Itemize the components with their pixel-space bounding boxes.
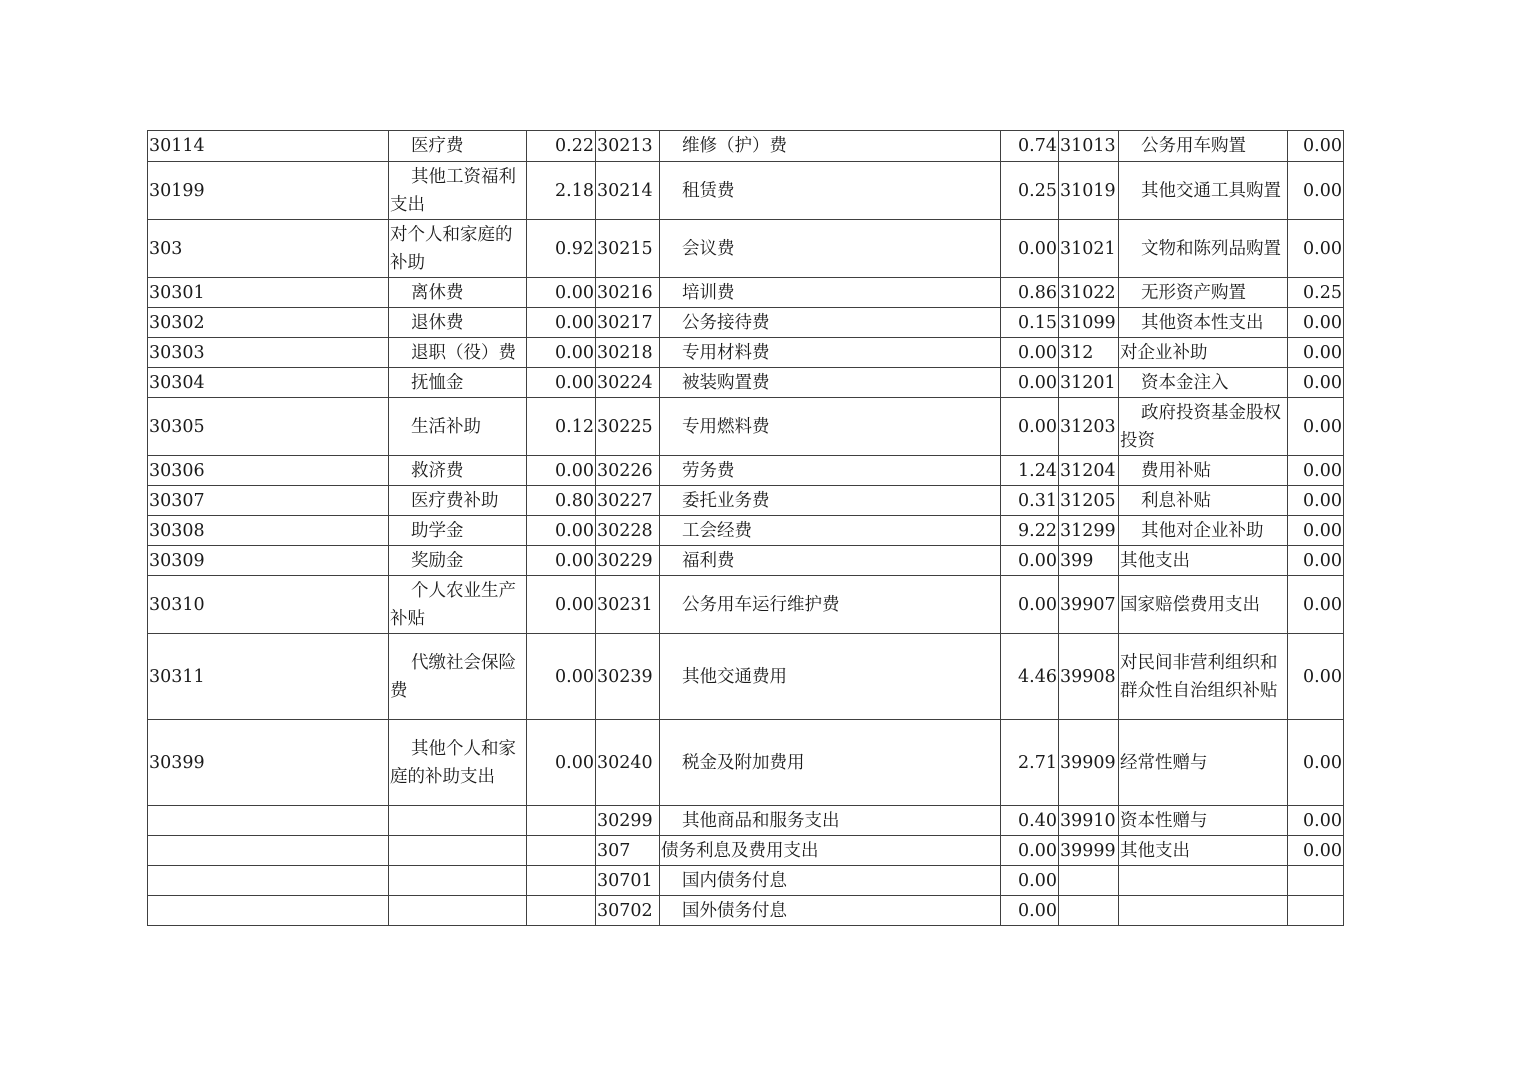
item-code-cell: 30199 bbox=[148, 162, 389, 220]
item-code-cell: 30224 bbox=[596, 368, 660, 398]
item-amount-cell bbox=[1288, 866, 1344, 896]
item-name-cell: 专用燃料费 bbox=[660, 398, 1001, 456]
item-amount-cell: 0.00 bbox=[527, 634, 596, 720]
item-code-cell bbox=[148, 836, 389, 866]
item-amount-cell: 0.00 bbox=[1288, 720, 1344, 806]
item-amount-cell: 0.00 bbox=[527, 516, 596, 546]
item-name-cell: 劳务费 bbox=[660, 456, 1001, 486]
item-code-cell: 303 bbox=[148, 220, 389, 278]
item-amount-cell: 0.00 bbox=[1288, 576, 1344, 634]
item-name-cell: 政府投资基金股权投资 bbox=[1119, 398, 1288, 456]
item-amount-cell: 0.00 bbox=[1001, 866, 1059, 896]
item-code-cell: 307 bbox=[596, 836, 660, 866]
expenditure-table-container bbox=[147, 130, 1343, 926]
item-code-cell: 31021 bbox=[1059, 220, 1119, 278]
item-code-cell: 39999 bbox=[1059, 836, 1119, 866]
item-code-cell: 30217 bbox=[596, 308, 660, 338]
table-row bbox=[148, 576, 1344, 634]
expenditure-table bbox=[147, 130, 1344, 926]
item-name-cell: 其他支出 bbox=[1119, 546, 1288, 576]
item-code-cell: 30218 bbox=[596, 338, 660, 368]
item-amount-cell: 1.24 bbox=[1001, 456, 1059, 486]
item-code-cell: 30114 bbox=[148, 131, 389, 162]
item-name-cell: 专用材料费 bbox=[660, 338, 1001, 368]
item-amount-cell: 0.00 bbox=[527, 308, 596, 338]
item-code-cell: 30311 bbox=[148, 634, 389, 720]
table-row bbox=[148, 131, 1344, 162]
item-code-cell: 31203 bbox=[1059, 398, 1119, 456]
item-code-cell: 39910 bbox=[1059, 806, 1119, 836]
item-amount-cell: 0.00 bbox=[1001, 338, 1059, 368]
item-amount-cell: 0.40 bbox=[1001, 806, 1059, 836]
item-code-cell: 30310 bbox=[148, 576, 389, 634]
item-code-cell: 30215 bbox=[596, 220, 660, 278]
item-code-cell: 30399 bbox=[148, 720, 389, 806]
item-amount-cell: 0.00 bbox=[1288, 486, 1344, 516]
item-amount-cell: 9.22 bbox=[1001, 516, 1059, 546]
item-name-cell: 经常性赠与 bbox=[1119, 720, 1288, 806]
item-name-cell: 利息补贴 bbox=[1119, 486, 1288, 516]
table-row bbox=[148, 278, 1344, 308]
item-code-cell: 30304 bbox=[148, 368, 389, 398]
item-code-cell: 30216 bbox=[596, 278, 660, 308]
item-name-cell: 代缴社会保险费 bbox=[389, 634, 527, 720]
item-amount-cell: 0.00 bbox=[1001, 398, 1059, 456]
item-name-cell: 医疗费 bbox=[389, 131, 527, 162]
item-code-cell: 30226 bbox=[596, 456, 660, 486]
item-code-cell: 312 bbox=[1059, 338, 1119, 368]
item-amount-cell: 0.00 bbox=[1288, 806, 1344, 836]
item-name-cell: 其他交通费用 bbox=[660, 634, 1001, 720]
table-row bbox=[148, 486, 1344, 516]
item-name-cell: 救济费 bbox=[389, 456, 527, 486]
item-name-cell: 资本金注入 bbox=[1119, 368, 1288, 398]
item-code-cell: 30214 bbox=[596, 162, 660, 220]
item-name-cell: 被装购置费 bbox=[660, 368, 1001, 398]
item-name-cell bbox=[389, 866, 527, 896]
item-amount-cell bbox=[527, 896, 596, 926]
table-row bbox=[148, 162, 1344, 220]
item-code-cell: 30301 bbox=[148, 278, 389, 308]
item-name-cell bbox=[1119, 896, 1288, 926]
item-code-cell: 30302 bbox=[148, 308, 389, 338]
item-code-cell: 39907 bbox=[1059, 576, 1119, 634]
item-amount-cell: 0.00 bbox=[527, 278, 596, 308]
item-name-cell: 工会经费 bbox=[660, 516, 1001, 546]
item-amount-cell: 0.00 bbox=[527, 338, 596, 368]
item-name-cell: 对企业补助 bbox=[1119, 338, 1288, 368]
item-amount-cell: 0.00 bbox=[1288, 162, 1344, 220]
item-name-cell: 其他交通工具购置 bbox=[1119, 162, 1288, 220]
table-row bbox=[148, 634, 1344, 720]
item-code-cell: 31019 bbox=[1059, 162, 1119, 220]
table-row bbox=[148, 398, 1344, 456]
table-row bbox=[148, 866, 1344, 896]
item-amount-cell: 0.00 bbox=[1288, 308, 1344, 338]
table-row bbox=[148, 308, 1344, 338]
item-name-cell: 助学金 bbox=[389, 516, 527, 546]
item-code-cell: 31204 bbox=[1059, 456, 1119, 486]
item-amount-cell: 0.00 bbox=[1001, 220, 1059, 278]
item-name-cell: 国外债务付息 bbox=[660, 896, 1001, 926]
item-code-cell bbox=[1059, 866, 1119, 896]
item-name-cell: 费用补贴 bbox=[1119, 456, 1288, 486]
item-amount-cell: 0.00 bbox=[1288, 398, 1344, 456]
item-code-cell: 30231 bbox=[596, 576, 660, 634]
table-row bbox=[148, 516, 1344, 546]
item-name-cell: 对民间非营利组织和群众性自治组织补贴 bbox=[1119, 634, 1288, 720]
item-name-cell: 债务利息及费用支出 bbox=[660, 836, 1001, 866]
item-code-cell: 30213 bbox=[596, 131, 660, 162]
item-name-cell: 培训费 bbox=[660, 278, 1001, 308]
item-code-cell: 30308 bbox=[148, 516, 389, 546]
table-row bbox=[148, 456, 1344, 486]
item-name-cell: 税金及附加费用 bbox=[660, 720, 1001, 806]
table-row bbox=[148, 338, 1344, 368]
item-amount-cell: 0.86 bbox=[1001, 278, 1059, 308]
item-code-cell: 31022 bbox=[1059, 278, 1119, 308]
item-name-cell: 委托业务费 bbox=[660, 486, 1001, 516]
item-amount-cell: 0.00 bbox=[1001, 576, 1059, 634]
item-name-cell: 医疗费补助 bbox=[389, 486, 527, 516]
item-code-cell bbox=[148, 806, 389, 836]
item-amount-cell bbox=[1288, 896, 1344, 926]
item-name-cell: 其他资本性支出 bbox=[1119, 308, 1288, 338]
item-amount-cell: 0.31 bbox=[1001, 486, 1059, 516]
item-name-cell: 无形资产购置 bbox=[1119, 278, 1288, 308]
table-row bbox=[148, 220, 1344, 278]
item-name-cell bbox=[1119, 866, 1288, 896]
item-code-cell: 31013 bbox=[1059, 131, 1119, 162]
item-name-cell bbox=[389, 836, 527, 866]
item-code-cell: 30309 bbox=[148, 546, 389, 576]
item-code-cell bbox=[148, 896, 389, 926]
item-code-cell: 31299 bbox=[1059, 516, 1119, 546]
item-code-cell: 30307 bbox=[148, 486, 389, 516]
item-amount-cell bbox=[527, 836, 596, 866]
item-amount-cell: 0.00 bbox=[527, 576, 596, 634]
table-row bbox=[148, 836, 1344, 866]
item-name-cell: 维修（护）费 bbox=[660, 131, 1001, 162]
item-name-cell: 生活补助 bbox=[389, 398, 527, 456]
table-row bbox=[148, 546, 1344, 576]
item-code-cell: 30225 bbox=[596, 398, 660, 456]
item-amount-cell: 0.74 bbox=[1001, 131, 1059, 162]
item-amount-cell: 0.00 bbox=[527, 546, 596, 576]
table-row bbox=[148, 720, 1344, 806]
item-code-cell: 30240 bbox=[596, 720, 660, 806]
item-name-cell: 离休费 bbox=[389, 278, 527, 308]
item-code-cell: 31205 bbox=[1059, 486, 1119, 516]
item-amount-cell: 2.18 bbox=[527, 162, 596, 220]
item-amount-cell: 0.00 bbox=[1001, 546, 1059, 576]
item-amount-cell: 0.25 bbox=[1288, 278, 1344, 308]
item-code-cell bbox=[148, 866, 389, 896]
item-amount-cell: 0.00 bbox=[1288, 634, 1344, 720]
item-code-cell: 39908 bbox=[1059, 634, 1119, 720]
item-amount-cell: 0.00 bbox=[1288, 516, 1344, 546]
item-name-cell: 其他支出 bbox=[1119, 836, 1288, 866]
item-code-cell: 31201 bbox=[1059, 368, 1119, 398]
item-name-cell bbox=[389, 806, 527, 836]
item-name-cell: 奖励金 bbox=[389, 546, 527, 576]
item-code-cell: 30239 bbox=[596, 634, 660, 720]
item-amount-cell: 0.00 bbox=[1288, 836, 1344, 866]
item-amount-cell: 0.00 bbox=[1288, 220, 1344, 278]
item-name-cell: 其他商品和服务支出 bbox=[660, 806, 1001, 836]
item-amount-cell: 0.00 bbox=[527, 720, 596, 806]
item-code-cell bbox=[1059, 896, 1119, 926]
item-amount-cell: 0.00 bbox=[1288, 456, 1344, 486]
item-amount-cell: 0.00 bbox=[1288, 546, 1344, 576]
table-row bbox=[148, 368, 1344, 398]
item-amount-cell: 4.46 bbox=[1001, 634, 1059, 720]
item-amount-cell: 0.00 bbox=[527, 368, 596, 398]
item-name-cell: 租赁费 bbox=[660, 162, 1001, 220]
item-name-cell bbox=[389, 896, 527, 926]
item-amount-cell: 0.00 bbox=[1001, 896, 1059, 926]
item-code-cell: 30306 bbox=[148, 456, 389, 486]
item-amount-cell: 0.00 bbox=[1001, 368, 1059, 398]
item-amount-cell: 0.12 bbox=[527, 398, 596, 456]
item-name-cell: 其他工资福利支出 bbox=[389, 162, 527, 220]
item-code-cell: 30299 bbox=[596, 806, 660, 836]
item-name-cell: 个人农业生产补贴 bbox=[389, 576, 527, 634]
item-name-cell: 对个人和家庭的补助 bbox=[389, 220, 527, 278]
item-name-cell: 退职（役）费 bbox=[389, 338, 527, 368]
item-name-cell: 国家赔偿费用支出 bbox=[1119, 576, 1288, 634]
item-code-cell: 399 bbox=[1059, 546, 1119, 576]
item-name-cell: 抚恤金 bbox=[389, 368, 527, 398]
item-amount-cell: 2.71 bbox=[1001, 720, 1059, 806]
item-code-cell: 30305 bbox=[148, 398, 389, 456]
item-amount-cell: 0.00 bbox=[1288, 131, 1344, 162]
item-amount-cell: 0.00 bbox=[1288, 368, 1344, 398]
item-name-cell: 福利费 bbox=[660, 546, 1001, 576]
item-code-cell: 30228 bbox=[596, 516, 660, 546]
table-row bbox=[148, 806, 1344, 836]
item-amount-cell: 0.15 bbox=[1001, 308, 1059, 338]
item-name-cell: 退休费 bbox=[389, 308, 527, 338]
item-name-cell: 会议费 bbox=[660, 220, 1001, 278]
item-name-cell: 国内债务付息 bbox=[660, 866, 1001, 896]
item-name-cell: 文物和陈列品购置 bbox=[1119, 220, 1288, 278]
item-amount-cell: 0.00 bbox=[1001, 836, 1059, 866]
item-code-cell: 31099 bbox=[1059, 308, 1119, 338]
item-name-cell: 其他个人和家庭的补助支出 bbox=[389, 720, 527, 806]
item-code-cell: 39909 bbox=[1059, 720, 1119, 806]
item-amount-cell bbox=[527, 866, 596, 896]
item-name-cell: 公务用车运行维护费 bbox=[660, 576, 1001, 634]
item-amount-cell: 0.00 bbox=[527, 456, 596, 486]
item-amount-cell: 0.92 bbox=[527, 220, 596, 278]
item-code-cell: 30227 bbox=[596, 486, 660, 516]
item-amount-cell: 0.00 bbox=[1288, 338, 1344, 368]
item-code-cell: 30701 bbox=[596, 866, 660, 896]
table-row bbox=[148, 896, 1344, 926]
item-amount-cell: 0.25 bbox=[1001, 162, 1059, 220]
item-name-cell: 资本性赠与 bbox=[1119, 806, 1288, 836]
item-amount-cell: 0.22 bbox=[527, 131, 596, 162]
item-code-cell: 30702 bbox=[596, 896, 660, 926]
item-name-cell: 其他对企业补助 bbox=[1119, 516, 1288, 546]
item-amount-cell: 0.80 bbox=[527, 486, 596, 516]
item-name-cell: 公务接待费 bbox=[660, 308, 1001, 338]
item-name-cell: 公务用车购置 bbox=[1119, 131, 1288, 162]
item-code-cell: 30229 bbox=[596, 546, 660, 576]
item-amount-cell bbox=[527, 806, 596, 836]
item-code-cell: 30303 bbox=[148, 338, 389, 368]
